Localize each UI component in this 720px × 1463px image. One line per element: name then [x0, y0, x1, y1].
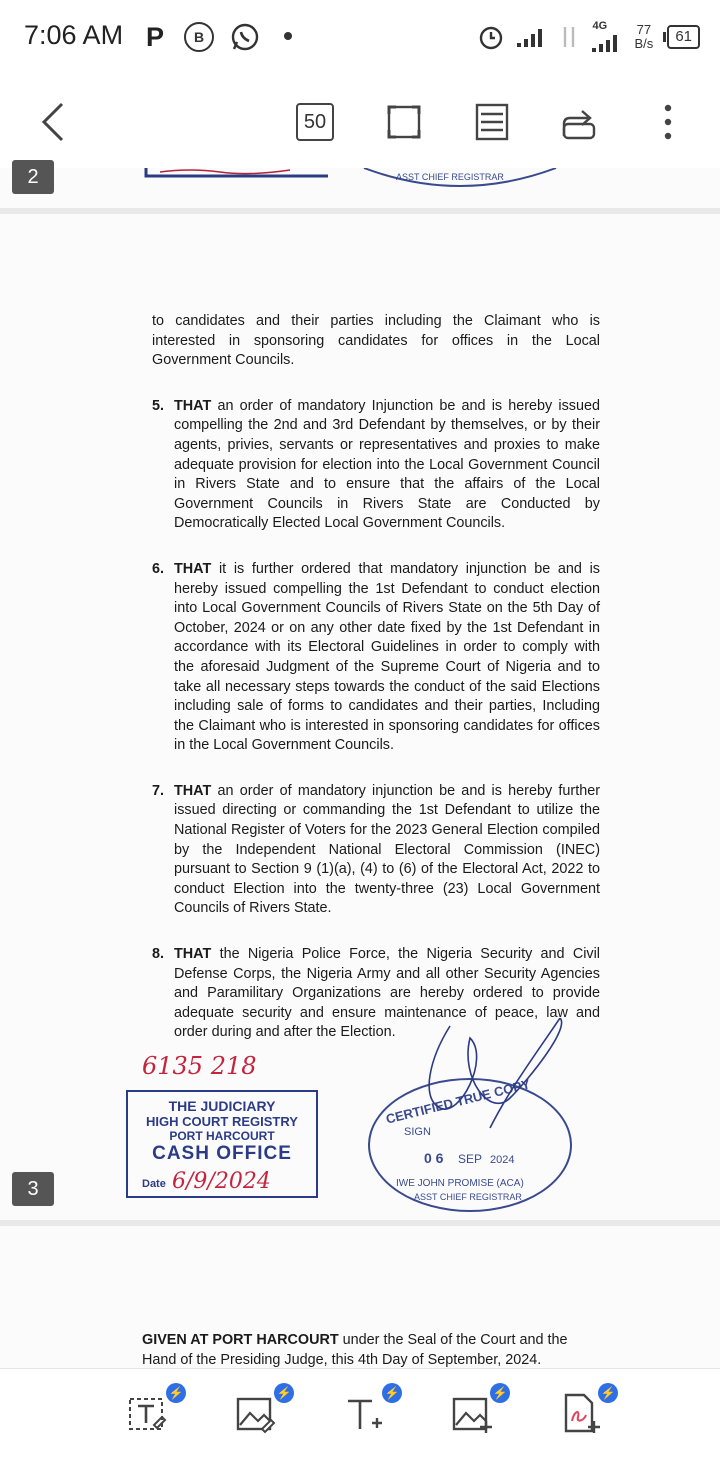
given-rest: under the Seal of the Court and the Hand of the Presiding Judge, this [142, 1332, 568, 1368]
previous-page-stamp-fragment [140, 168, 340, 182]
premium-badge-icon: ⚡ [382, 1383, 402, 1403]
page-body [152, 312, 600, 1069]
order-item-6 [152, 560, 600, 756]
add-text-button[interactable] [342, 1386, 400, 1435]
signal-icon [515, 25, 549, 49]
item-keyword: THAT [174, 397, 212, 414]
stamp-line-4: CASH OFFICE [152, 1143, 292, 1164]
premium-badge-icon: ⚡ [166, 1383, 186, 1403]
item-text: the Nigeria Police Force, the Nigeria Security and Civil Defense Corps, the Nigeria Army and all other Security Agencies and Paramilitary Organizations are hereby ordered to provide adequate security and ensure maintenance of peace, law and order during and after the Election. [174, 946, 600, 1041]
handwritten-receipt-number: 6135 218 [142, 1052, 257, 1080]
data-arrows-icon [559, 25, 579, 49]
status-bar [0, 0, 720, 80]
more-options-icon[interactable] [646, 100, 690, 144]
item-keyword: THAT [174, 946, 212, 963]
next-page [0, 1226, 720, 1368]
item-number: 7. [152, 782, 165, 799]
signal-4g [589, 20, 625, 54]
item-text: it is further ordered that mandatory injunction be and is hereby issued compelling the 1st Defendant to conduct election into Local Government Councils of Rivers State on the 5th Day of October, 2024 or on any other date fixed by the 1st Defendant in accordance with its Electoral Guidelines in order to comply with the aforesaid Judgment of the Supreme Court of Nigeria and to take all necessary steps towards the conduct of the said Elections including sale of forms to candidates and their parties, Including the Claimant who is interested in sponsoring candidates for offices in the Local Government Councils. [174, 560, 600, 754]
handwritten-date: 6/9/2024 [172, 1169, 271, 1194]
premium-badge-icon: ⚡ [490, 1383, 510, 1403]
add-image-button[interactable] [450, 1386, 508, 1435]
item-keyword: THAT [174, 782, 212, 799]
page-count: 50 [296, 103, 334, 141]
order-item-7 [152, 782, 600, 919]
stamp-month: SEP [458, 1152, 483, 1166]
share-icon[interactable] [558, 100, 602, 144]
registry-stamp [126, 1090, 318, 1198]
signal-4g-bars-icon [591, 34, 623, 54]
previous-page [0, 165, 720, 208]
top-toolbar [0, 80, 720, 169]
signature-scribble [400, 1018, 580, 1138]
stamp-arc-text: CERTIFIED TRUE COPY [384, 1076, 532, 1127]
network-speed [635, 23, 654, 51]
text-recognition-icon [126, 1391, 170, 1435]
item-number: 8. [152, 946, 165, 963]
given-day-rest: Day of September, 2024. [378, 1352, 542, 1368]
item-number: 5. [152, 397, 165, 414]
given-day: 4th [358, 1352, 379, 1368]
battery-level: 61 [667, 25, 700, 49]
speed-unit: B/s [634, 36, 654, 51]
item-text: an order of mandatory injunction be and is hereby further issued directing or commanding the 1st Defendant to utilize the National Register of Voters for the 2023 General Election compiled by the Independent National Electoral Commission (INEC) pursuant to Section 9 (1)(a), (4) to (6) of the Electoral Act, 2022 to conduct Election into the twenty-three (23) Local Government Councils of Rivers State. [174, 782, 600, 917]
text-recognition-button[interactable] [126, 1386, 184, 1435]
previous-page-registrar: ASST CHIEF REGISTRAR [396, 172, 504, 182]
whatsapp-icon [230, 22, 260, 52]
stamp-day: 0 6 [424, 1150, 444, 1166]
stamp-line-1: THE JUDICIARY [168, 1098, 276, 1114]
given-at-paragraph [142, 1330, 582, 1370]
b-app-icon: B [184, 22, 214, 52]
reading-mode-icon[interactable] [470, 100, 514, 144]
add-text-icon [342, 1391, 386, 1435]
alarm-icon [477, 23, 505, 51]
page-number-badge-prev: 2 [12, 160, 54, 194]
given-bold: GIVEN AT PORT HARCOURT [142, 1332, 339, 1348]
item-number: 6. [152, 560, 165, 577]
item-text: an order of mandatory Injunction be and is hereby issued compelling the 2nd and 3rd Defendant by themselves, or by their agents, privies, servants or representatives and proxies to make adequate provision for election into the Local Government Council in Rivers State and to ensure that the affairs of the Local Government Councils in Rivers State are Conducted by Democratically Elected Local Government Councils. [174, 397, 600, 532]
order-item-5 [152, 397, 600, 534]
stamp-date-label: Date [142, 1178, 166, 1190]
battery-icon [663, 25, 700, 49]
stamp-name: IWE JOHN PROMISE (ACA) [396, 1178, 524, 1189]
premium-badge-icon: ⚡ [274, 1383, 294, 1403]
back-arrow-icon[interactable] [34, 100, 74, 144]
premium-badge-icon: ⚡ [598, 1383, 618, 1403]
stamp-sign-label: SIGN [404, 1126, 431, 1138]
add-image-icon [450, 1391, 494, 1435]
fullscreen-icon[interactable] [382, 100, 426, 144]
document-page [0, 214, 720, 1220]
add-signature-button[interactable] [558, 1386, 616, 1435]
stamp-line-3: PORT HARCOURT [169, 1129, 275, 1143]
stamp-title: ASST CHIEF REGISTRAR [414, 1192, 522, 1202]
page-number-badge: 3 [12, 1172, 54, 1206]
page-count-button[interactable] [296, 100, 334, 144]
add-signature-icon [558, 1391, 602, 1435]
edit-toolbar [0, 1368, 720, 1463]
network-type: 4G [592, 20, 608, 32]
clock: 7:06 AM [24, 20, 124, 50]
edit-image-button[interactable] [234, 1386, 292, 1435]
item-keyword: THAT [174, 560, 212, 577]
edit-image-icon [234, 1391, 278, 1435]
speed-value: 77 [636, 22, 652, 37]
intro-paragraph: to candidates and their parties including the Claimant who is interested in sponsoring candidates for offices in the Local Government Councils. [152, 313, 600, 369]
stamp-year: 2024 [490, 1154, 515, 1166]
stamp-line-2: HIGH COURT REGISTRY [146, 1114, 298, 1129]
notification-dot-icon [284, 32, 292, 40]
p-app-icon: P [146, 22, 165, 52]
